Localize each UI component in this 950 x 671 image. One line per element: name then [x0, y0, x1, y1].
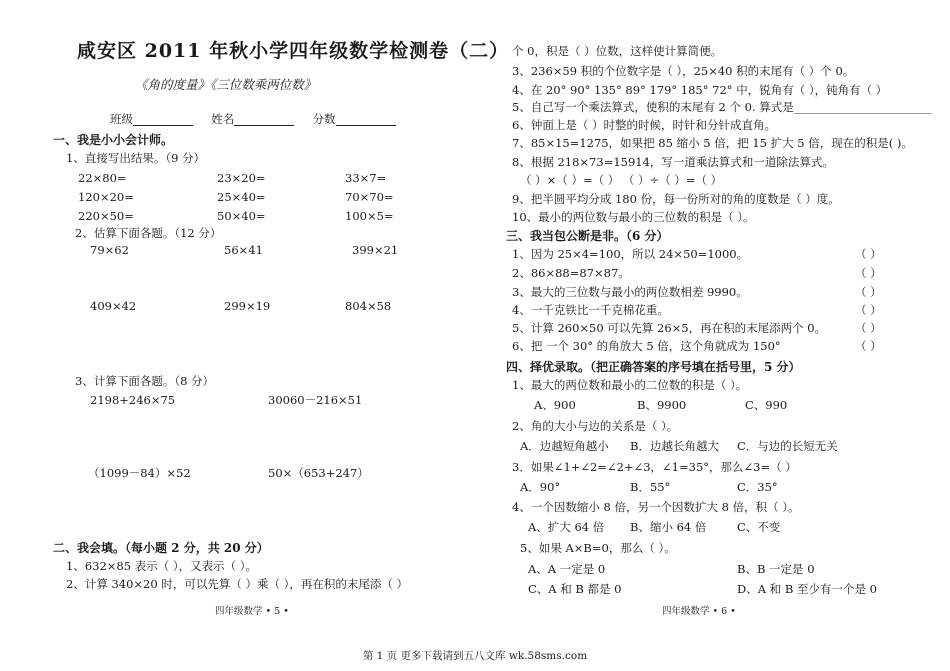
page-footer-right: 四年级数学 • 6 • — [662, 606, 736, 617]
choice-option[interactable]: B、缩小 64 倍 — [630, 520, 707, 534]
estimate-item: 299×19 — [224, 299, 271, 313]
section-3-heading: 三、我当包公断是非。（6 分） — [506, 229, 669, 243]
fill-line: 8、根据 218×73=15914，写一道乘法算式和一道除法算式。 — [512, 155, 834, 169]
name-label: 姓名 — [211, 112, 235, 126]
choice-option[interactable]: B、9900 — [637, 398, 687, 412]
fill-question-2: 2、计算 340×20 时，可以先算（ ）乘（ ），再在积的末尾添（ ） — [66, 577, 409, 591]
judge-answer[interactable]: （ ） — [855, 339, 882, 353]
estimate-item: 56×41 — [224, 243, 263, 257]
question-3-heading: 3、计算下面各题。（8 分） — [75, 374, 215, 388]
choice-option[interactable]: A．边越短角越小 — [520, 439, 609, 453]
choice-option[interactable]: A、扩大 64 倍 — [528, 520, 605, 534]
choice-option[interactable]: C．与边的长短无关 — [737, 439, 838, 453]
choice-option[interactable]: C、A 和 B 都是 0 — [528, 582, 622, 596]
judge-answer[interactable]: （ ） — [855, 247, 882, 261]
fill-line: 7、85×15=1275，如果把 85 缩小 5 倍，把 15 扩大 5 倍，现在的积是( )。 — [512, 136, 913, 150]
fill-line: 3、236×59 积的个位数字是（ ），25×40 积的末尾有（ ）个 0。 — [512, 64, 855, 78]
choice-question-3: 3．如果∠1+∠2=∠2+∠3，∠1=35°，那么∠3=（ ） — [512, 460, 797, 474]
judge-item: 1、因为 25×4=100，所以 24×50=1000。 — [512, 247, 749, 261]
fill-line: 6、钟面上是（ ）时整的时候，时针和分针成直角。 — [512, 118, 776, 132]
estimate-item: 804×58 — [345, 299, 392, 313]
judge-item: 6、把 一个 30° 的角放大 5 倍，这个角就成为 150° — [512, 339, 781, 353]
judge-item: 2、86×88=87×87。 — [512, 266, 630, 280]
choice-option[interactable]: D、A 和 B 至少有一个是 0 — [737, 582, 877, 596]
question-2-heading: 2、估算下面各题。（12 分） — [75, 226, 222, 240]
compute-item: 50×（653+247） — [268, 466, 369, 480]
choice-question-4: 4、一个因数缩小 8 倍，另一个因数扩大 8 倍，积（ ）。 — [512, 500, 800, 514]
choice-question-2: 2、角的大小与边的关系是（ ）。 — [512, 419, 679, 433]
fill-question-1: 1、632×85 表示（ ），又表示（ ）。 — [66, 559, 258, 573]
calc-item: 120×20= — [78, 190, 134, 204]
choice-option[interactable]: C、不变 — [737, 520, 781, 534]
judge-answer[interactable]: （ ） — [855, 285, 882, 299]
score-label: 分数 — [312, 112, 336, 126]
estimate-item: 409×42 — [90, 299, 137, 313]
class-label: 班级 — [110, 112, 133, 126]
choice-option[interactable]: C．35° — [737, 480, 778, 494]
calc-item: 25×40= — [217, 190, 266, 204]
estimate-item: 79×62 — [90, 243, 129, 257]
choice-option[interactable]: A、900 — [534, 398, 576, 412]
calc-item: 23×20= — [217, 171, 266, 185]
choice-option[interactable]: B．边越长角越大 — [630, 439, 719, 453]
fill-line: 个 0，积是（ ）位数，这样使计算简便。 — [512, 44, 723, 58]
name-blank[interactable] — [234, 113, 294, 126]
choice-option[interactable]: B．55° — [630, 480, 671, 494]
fill-line: 4、在 20° 90° 135° 89° 179° 185° 72° 中，锐角有（ ），钝角有（ ） — [512, 83, 888, 97]
exam-subtitle: 《角的度量》《三位数乘两位数》 — [135, 77, 317, 92]
judge-item: 3、最大的三位数与最小的两位数相差 9990。 — [512, 285, 748, 299]
section-1-heading: 一、我是小小会计师。 — [53, 133, 174, 147]
calc-item: 22×80= — [78, 171, 127, 185]
judge-answer[interactable]: （ ） — [855, 303, 882, 317]
choice-question-5: 5、如果 A×B=0，那么（ ）。 — [520, 541, 676, 555]
choice-option[interactable]: A、A 一定是 0 — [528, 562, 606, 576]
exam-title: 咸安区 2011 年秋小学四年级数学检测卷（二） — [77, 40, 510, 62]
calc-item: 50×40= — [217, 209, 266, 223]
section-4-heading: 四、择优录取。（把正确答案的序号填在括号里，5 分） — [506, 360, 801, 374]
calc-item: 33×7= — [345, 171, 387, 185]
judge-item: 5、计算 260×50 可以先算 26×5，再在积的末尾添两个 0。 — [512, 321, 827, 335]
question-1-heading: 1、直接写出结果。（9 分） — [66, 151, 206, 165]
choice-option[interactable]: B、B 一定是 0 — [737, 562, 815, 576]
choice-option[interactable]: C、990 — [745, 398, 788, 412]
score-blank[interactable] — [336, 113, 396, 126]
compute-item: 2198+246×75 — [90, 393, 176, 407]
download-footer: 第 1 页 更多下载请到五八文库 wk.58sms.com — [362, 650, 588, 662]
judge-answer[interactable]: （ ） — [855, 266, 882, 280]
compute-item: 30060－216×51 — [268, 393, 363, 407]
judge-item: 4、一千克铁比一千克棉花重。 — [512, 303, 669, 317]
choice-option[interactable]: A．90° — [520, 480, 561, 494]
estimate-item: 399×21 — [352, 243, 399, 257]
calc-item: 100×5= — [345, 209, 394, 223]
choice-question-1: 1、最大的两位数和最小的二位数的积是（ ）。 — [512, 378, 748, 392]
fill-line: 9、把半圆平均分成 180 份，每一份所对的角的度数是（ ）度。 — [512, 192, 840, 206]
class-blank[interactable] — [133, 113, 193, 126]
student-info — [110, 112, 396, 126]
right-page — [500, 0, 950, 632]
page-footer-left: 四年级数学 • 5 • — [215, 606, 289, 617]
fill-line: 10、最小的两位数与最小的三位数的积是（ ）。 — [512, 210, 755, 224]
fill-line: （ ）×（ ）=（ ） （ ）÷（ ）=（ ） — [520, 173, 723, 187]
compute-item: （1099－84）×52 — [88, 466, 191, 480]
calc-item: 70×70= — [345, 190, 394, 204]
section-2-heading: 二、我会填。（每小题 2 分，共 20 分） — [53, 541, 269, 555]
calc-item: 220×50= — [78, 209, 134, 223]
judge-answer[interactable]: （ ） — [855, 321, 882, 335]
fill-line: 5、自己写一个乘法算式，使积的末尾有 2 个 0. 算式是________________________ — [512, 100, 932, 114]
